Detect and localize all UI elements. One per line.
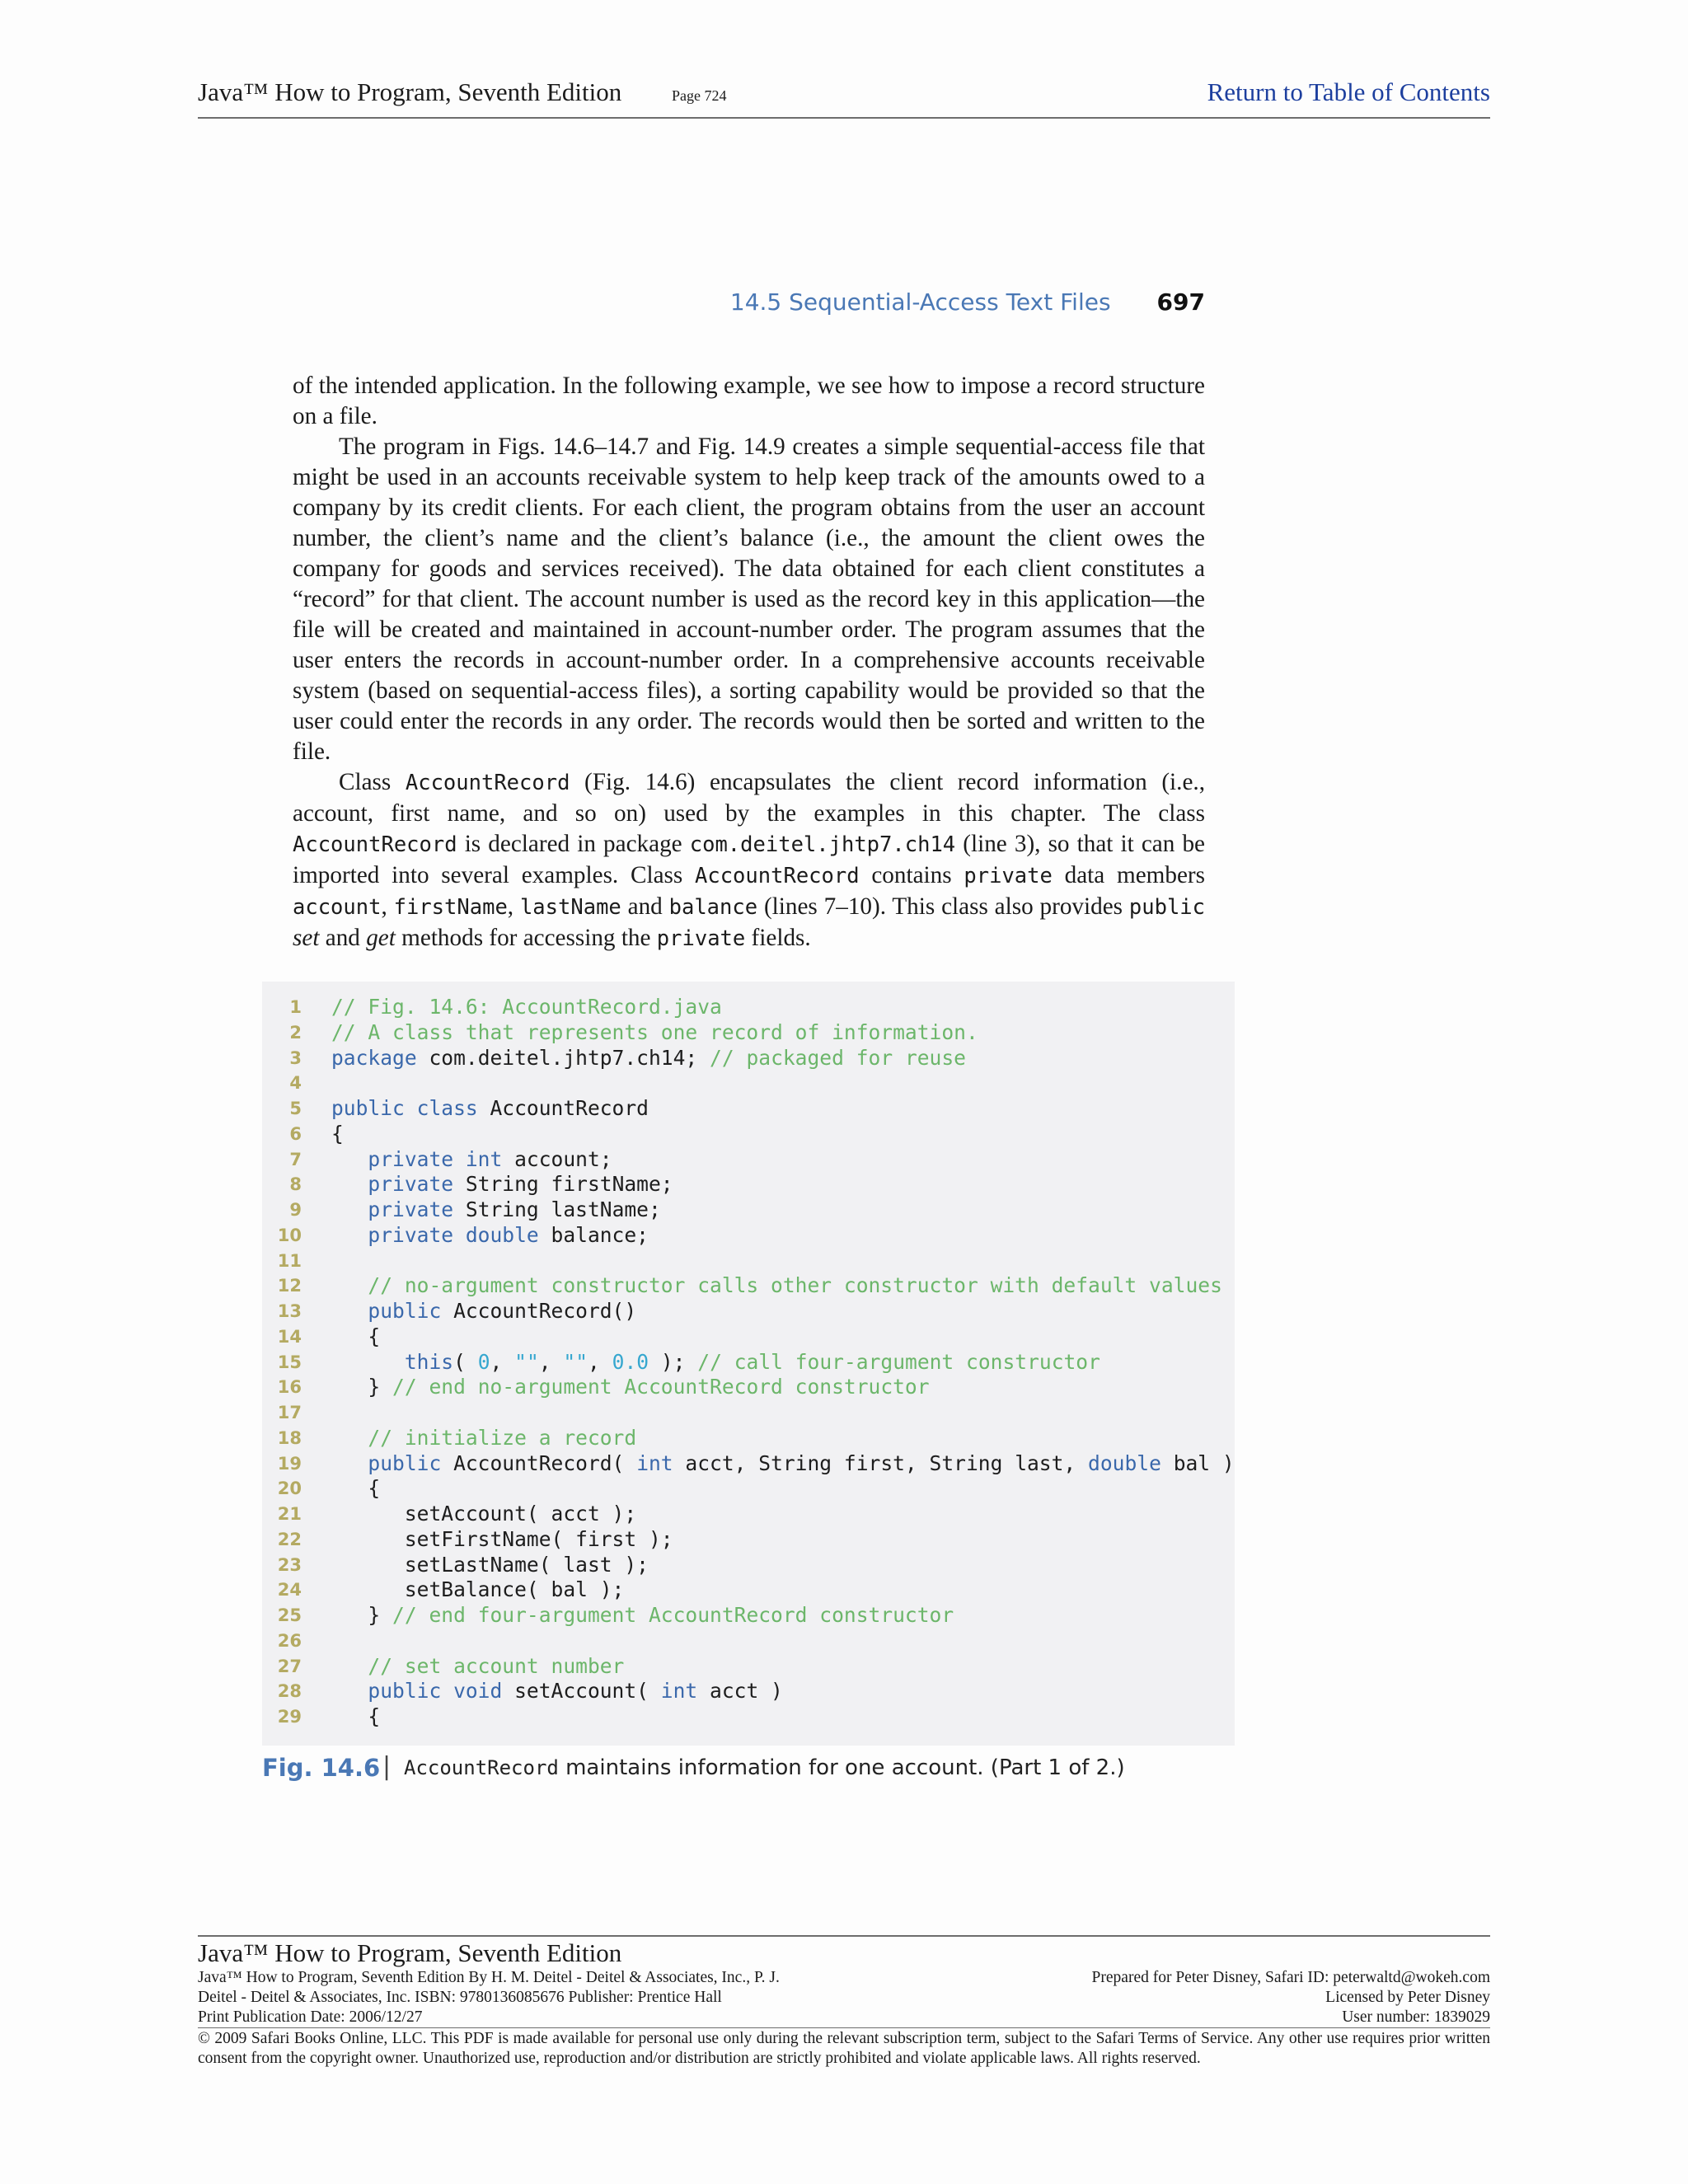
p3-text: (Fig. 14.6) encapsulates the client record information (i.e., account, first name, and so on) used by the examples in this chapter. The class: [293, 769, 1205, 827]
p3-code: AccountRecord: [405, 771, 570, 795]
line-number: 16: [277, 1377, 302, 1398]
p3-italic: get: [366, 925, 396, 951]
code-line: [262, 1350, 1235, 1376]
line-number: 28: [277, 1681, 302, 1702]
footer-line: Deitel - Deitel & Associates, Inc. ISBN: 9780136085676 Publisher: Prentice Hall: [198, 1989, 722, 2006]
code-line: [262, 1451, 1235, 1477]
line-number: 24: [277, 1580, 302, 1601]
code-token: );: [649, 1349, 698, 1374]
code-line: [262, 1223, 1235, 1249]
p3-code: AccountRecord: [695, 864, 860, 888]
code-line: [262, 1122, 1235, 1147]
footer-line: Java™ How to Program, Seventh Edition By H. M. Deitel - Deitel & Associates, Inc., P. J.: [198, 1969, 780, 1986]
code-token: ,: [538, 1349, 564, 1374]
code-token: setAccount(: [502, 1679, 661, 1704]
code-comment: // end no-argument AccountRecord constructor: [392, 1375, 930, 1399]
figure-label: Fig. 14.6: [262, 1754, 381, 1782]
line-number: 19: [277, 1453, 302, 1474]
code-token: setLastName( last );: [331, 1552, 649, 1577]
code-token: [331, 1654, 368, 1678]
line-number: 21: [277, 1504, 302, 1524]
code-token: [331, 1350, 405, 1374]
p3-code: account: [293, 895, 382, 920]
code-token: setAccount( acct );: [331, 1502, 637, 1526]
code-keyword: public class: [331, 1096, 478, 1120]
code-text: [331, 1553, 649, 1578]
code-token: [331, 1273, 368, 1297]
line-number: 14: [277, 1326, 302, 1347]
code-text: [331, 1704, 380, 1730]
code-line: [262, 1704, 1235, 1730]
code-text: [331, 1046, 966, 1071]
code-lines: [262, 995, 1235, 1730]
code-token: AccountRecord(: [441, 1451, 637, 1475]
code-text: [331, 1451, 1235, 1477]
code-token: {: [331, 1476, 381, 1501]
code-keyword: int: [636, 1451, 673, 1475]
footer-title: Java™ How to Program, Seventh Edition: [198, 1938, 622, 1967]
code-text: [331, 1299, 636, 1324]
line-number: 22: [277, 1529, 302, 1549]
code-line: [262, 995, 1235, 1020]
code-keyword: private double: [368, 1222, 539, 1247]
code-text: [331, 1096, 649, 1122]
code-token: [331, 1426, 368, 1450]
code-literal: 0.0: [612, 1349, 649, 1374]
code-line: [262, 1679, 1235, 1704]
code-token: [331, 1299, 368, 1323]
code-text: [331, 1577, 624, 1603]
line-number: 1: [289, 997, 302, 1017]
code-line: [262, 1400, 1235, 1426]
code-line: [262, 1654, 1235, 1680]
code-text: [331, 1679, 783, 1704]
p3-text: contains: [859, 862, 964, 888]
code-line: [262, 1046, 1235, 1071]
code-line: [262, 1502, 1235, 1527]
p3-code: private: [656, 926, 746, 951]
paragraph-1: of the intended application. In the following example, we see how to impose a record structure on a file.: [293, 373, 1205, 429]
code-token: setBalance( bal );: [331, 1577, 625, 1602]
p3-code: public: [1128, 895, 1206, 920]
code-text: [331, 1020, 978, 1046]
code-token: [331, 1679, 368, 1703]
p3-text: methods for accessing the: [395, 925, 657, 951]
code-comment: // Fig. 14.6: AccountRecord.java: [331, 995, 722, 1019]
code-text: [331, 1350, 1100, 1376]
code-text: [331, 1603, 954, 1629]
code-token: {: [331, 1324, 381, 1348]
line-number: 5: [289, 1099, 302, 1118]
line-number: 6: [289, 1123, 302, 1144]
line-number: 4: [289, 1073, 302, 1094]
p3-code: com.deitel.jhtp7.ch14: [689, 832, 956, 857]
code-line: [262, 1426, 1235, 1451]
code-listing: [262, 982, 1235, 1746]
line-number: 8: [289, 1174, 302, 1195]
code-text: [331, 1197, 661, 1223]
code-token: balance;: [538, 1222, 649, 1247]
p3-code: balance: [668, 895, 758, 920]
line-number: 17: [277, 1403, 302, 1422]
p3-text: (lines 7–10). This class also provides: [757, 893, 1129, 920]
code-text: [331, 1476, 380, 1502]
code-line: [262, 1096, 1235, 1122]
code-literal: "": [514, 1349, 539, 1374]
code-line: [262, 1577, 1235, 1603]
section-title: 14.5 Sequential-Access Text Files: [729, 288, 1111, 316]
code-token: com.deitel.jhtp7.ch14;: [416, 1045, 710, 1070]
code-token: setFirstName( first );: [331, 1526, 673, 1551]
caption-separator: |: [382, 1752, 392, 1781]
code-token: [331, 1451, 368, 1475]
caption-text: [404, 1755, 1125, 1780]
code-line: [262, 1249, 1235, 1274]
line-number: 2: [289, 1022, 302, 1043]
code-token: AccountRecord(): [441, 1299, 637, 1323]
figure-caption: [262, 1754, 1235, 1787]
code-comment: // initialize a record: [368, 1425, 637, 1450]
line-number: 10: [277, 1225, 302, 1245]
line-number: 3: [289, 1047, 302, 1068]
code-line: [262, 1147, 1235, 1173]
code-text: [331, 1502, 636, 1527]
footer-divider: [198, 2027, 1490, 2028]
code-line: [262, 1603, 1235, 1629]
p3-text: data members: [1052, 862, 1205, 888]
code-text: [331, 1223, 649, 1249]
line-number: 25: [277, 1605, 302, 1625]
line-number: 9: [289, 1200, 302, 1220]
page-footer: [198, 1935, 1490, 2067]
code-token: acct ): [697, 1679, 783, 1704]
code-token: ,: [588, 1349, 612, 1374]
code-text: [331, 1122, 344, 1147]
code-line: [262, 1324, 1235, 1350]
page-number: 697: [1156, 288, 1205, 316]
line-number: 11: [277, 1250, 302, 1271]
code-comment: // set account number: [368, 1653, 625, 1678]
p3-text: is declared in package: [457, 831, 690, 857]
code-literal: "": [563, 1349, 588, 1374]
code-line: [262, 1375, 1235, 1400]
code-comment: // no-argument constructor calls other constructor with default values: [368, 1273, 1222, 1298]
copyright-notice: © 2009 Safari Books Online, LLC. This PDF is made available for personal use only during the relevant subscription term, subject to the Safari Terms of Service. Any other use requires prior written consent from the copyright owner. Unauthorized use, reproduction and/or distribution are strictly prohibited and violate applicable laws. All rights reserved.: [198, 2030, 1490, 2067]
code-text: [331, 1147, 612, 1173]
footer-line: Licensed by Peter Disney: [1325, 1989, 1490, 2006]
p3-text: (line 3), so that it can be imported into several examples. Class: [293, 831, 1205, 888]
page-label: Page 724: [672, 87, 727, 104]
code-text: [331, 1375, 930, 1400]
code-token: acct, String first, String last,: [673, 1451, 1089, 1475]
code-comment: // call four-argument constructor: [697, 1349, 1100, 1374]
code-line: [262, 1071, 1235, 1096]
p3-text: and: [319, 925, 367, 951]
code-text: [331, 1654, 624, 1680]
paragraph-3: [293, 767, 1205, 954]
p3-text: Class: [339, 769, 406, 795]
p3-code: firstName: [393, 895, 508, 920]
code-comment: // end four-argument AccountRecord constructor: [392, 1603, 954, 1627]
p3-code: lastName: [519, 895, 621, 920]
code-text: [331, 1273, 1222, 1299]
line-number: 15: [277, 1352, 302, 1372]
code-token: String lastName;: [453, 1197, 661, 1221]
line-number: 12: [277, 1276, 302, 1296]
p3-italic: set: [293, 925, 320, 951]
code-token: ,: [490, 1349, 515, 1374]
code-keyword: public: [368, 1451, 442, 1475]
code-text: [331, 1527, 673, 1553]
code-token: bal ): [1160, 1451, 1235, 1475]
code-text: [331, 1324, 380, 1350]
code-line: [262, 1553, 1235, 1578]
line-number: 13: [277, 1301, 302, 1321]
p3-text: ,: [507, 893, 520, 920]
code-line: [262, 1197, 1235, 1223]
code-literal: 0: [477, 1349, 490, 1374]
footer-publication-info: [198, 1968, 940, 2027]
code-token: {: [331, 1704, 381, 1728]
code-text: [331, 1172, 673, 1197]
code-keyword: double: [1088, 1451, 1161, 1475]
code-keyword: int: [660, 1679, 698, 1704]
line-number: 29: [277, 1707, 302, 1727]
caption-code: AccountRecord: [404, 1756, 559, 1779]
code-line: [262, 1273, 1235, 1299]
p3-text: and: [621, 893, 669, 920]
code-token: (: [453, 1349, 478, 1374]
code-keyword: public: [368, 1299, 442, 1323]
code-line: [262, 1629, 1235, 1654]
code-keyword: public void: [368, 1679, 503, 1704]
footer-line: Prepared for Peter Disney, Safari ID: peterwaltd@wokeh.com: [1091, 1969, 1490, 1986]
p3-text: ,: [381, 893, 394, 920]
code-token: [331, 1223, 368, 1247]
footer-line: User number: 1839029: [1342, 2008, 1490, 2026]
line-number: 23: [277, 1554, 302, 1575]
line-number: 7: [289, 1149, 302, 1169]
code-line: [262, 1527, 1235, 1553]
code-text: [331, 1426, 636, 1451]
book-title: Java™ How to Program, Seventh Edition: [198, 77, 622, 106]
code-comment: // A class that represents one record of information.: [331, 1019, 978, 1044]
line-number: 20: [277, 1479, 302, 1499]
code-token: [331, 1172, 368, 1196]
caption-description: maintains information for one account. (Part 1 of 2.): [558, 1755, 1125, 1780]
line-number: 26: [277, 1630, 302, 1651]
code-token: [331, 1197, 368, 1221]
body-text: [293, 371, 1205, 954]
footer-license-info: [913, 1968, 1490, 2027]
paragraph-2: The program in Figs. 14.6–14.7 and Fig. 14.9 creates a simple sequential-access file that might be used in an accounts receivable system to help keep track of the amounts owed to a company by its credit clients. For each client, the program obtains from the user an account number, the client’s name and the client’s balance (i.e., the amount the client owes the company for goods and services received). The data obtained for each client constitutes a “record” for that client. The account number is used as the record key in this application—the file will be created and maintained in account-number order. The program assumes that the user enters the records in account-number order. In a comprehensive accounts receivable system (based on sequential-access files), a sorting capability would be provided so that the user could enter the records in any order. The records would then be sorted and written to the file.: [293, 434, 1205, 765]
code-line: [262, 1299, 1235, 1324]
p3-code: AccountRecord: [293, 832, 457, 857]
code-token: }: [331, 1375, 393, 1399]
p3-text: fields.: [745, 925, 811, 951]
code-line: [262, 1172, 1235, 1197]
code-keyword: private: [368, 1172, 454, 1197]
code-token: AccountRecord: [477, 1096, 649, 1120]
line-number: 18: [277, 1427, 302, 1448]
p3-code: private: [964, 864, 1053, 888]
code-keyword: package: [331, 1045, 417, 1070]
code-line: [262, 1020, 1235, 1046]
code-keyword: private: [368, 1197, 454, 1221]
code-line: [262, 1476, 1235, 1502]
code-token: }: [331, 1603, 393, 1627]
code-token: String firstName;: [453, 1172, 673, 1197]
page-header: [198, 76, 1490, 119]
code-keyword: this: [404, 1349, 454, 1374]
footer-line: Print Publication Date: 2006/12/27: [198, 2008, 423, 2026]
code-keyword: private int: [368, 1146, 503, 1171]
code-token: account;: [502, 1146, 612, 1171]
toc-link[interactable]: Return to Table of Contents: [1207, 77, 1490, 106]
code-text: [331, 995, 722, 1020]
code-comment: // packaged for reuse: [710, 1045, 966, 1070]
line-number: 27: [277, 1656, 302, 1676]
code-token: [331, 1147, 368, 1171]
code-token: {: [331, 1121, 344, 1146]
running-head: [0, 288, 1205, 316]
